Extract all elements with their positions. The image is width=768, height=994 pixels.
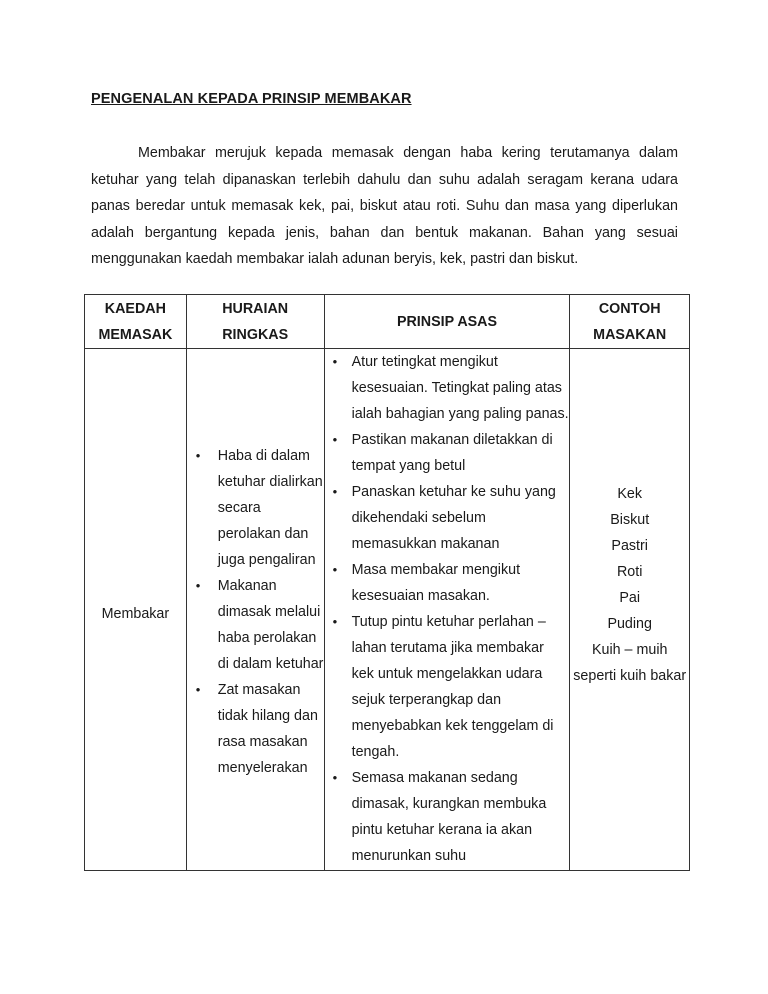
example-item: Puding [607, 615, 652, 632]
description-item: • Zat masakan tidak hilang dan rasa masakan menyelerakan [187, 677, 324, 781]
example-item: Kuih – muih seperti kuih bakar [573, 641, 687, 684]
intro-paragraph: Membakar merujuk kepada memasak dengan haba kering terutamanya dalam ketuhar yang telah dipanaskan terlebih dahulu dan suhu adalah seragam kerana udara panas beredar untuk memasak kek, pai, biskut atau roti. Suhu dan masa yang diperlukan adalah bergantung kepada jenis, bahan dan bentuk makanan. Bahan yang sesuai menggunakan kaedah membakar ialah adunan beryis, kek, pastri dan biskut. [91, 145, 678, 268]
table-row [85, 349, 690, 871]
principles-cell [324, 349, 570, 871]
description-item: • Haba di dalam ketuhar dialirkan secara perolakan dan juga pengaliran [187, 443, 324, 573]
examples-list [570, 481, 689, 689]
header-huraian-ringkas: HURAIAN RINGKAS [186, 295, 324, 349]
example-item: Pai [619, 589, 641, 606]
example-item: Kek [617, 485, 643, 502]
header-contoh-masakan: CONTOH MASAKAN [570, 295, 690, 349]
examples-cell [570, 349, 690, 871]
example-item: Biskut [610, 511, 650, 528]
principle-item: • Semasa makanan sedang dimasak, kurangkan membuka pintu ketuhar kerana ia akan menurunkan suhu [325, 765, 570, 869]
example-item: Pastri [611, 537, 648, 554]
principle-item: • Masa membakar mengikut kesesuaian masakan. [325, 557, 570, 609]
header-prinsip-asas: PRINSIP ASAS [324, 295, 570, 349]
example-item: Roti [616, 563, 643, 580]
baking-principles-table [84, 294, 690, 871]
description-cell [186, 349, 324, 871]
table-header-row [85, 295, 690, 349]
principle-item: • Tutup pintu ketuhar perlahan – lahan terutama jika membakar kek untuk mengelakkan udara sejuk terperangkap dan menyebabkan kek tenggelam di tengah. [325, 609, 570, 765]
principles-list [325, 349, 570, 869]
principle-item: • Atur tetingkat mengikut kesesuaian. Tetingkat paling atas ialah bahagian yang paling panas. [325, 349, 570, 427]
description-item: • Makanan dimasak melalui haba perolakan di dalam ketuhar [187, 573, 324, 677]
principle-item: • Pastikan makanan diletakkan di tempat yang betul [325, 427, 570, 479]
description-list [187, 443, 324, 781]
header-kaedah-memasak: KAEDAH MEMASAK [85, 295, 187, 349]
method-cell: Membakar [85, 349, 187, 871]
principle-item: • Panaskan ketuhar ke suhu yang dikehendaki sebelum memasukkan makanan [325, 479, 570, 557]
page-title: PENGENALAN KEPADA PRINSIP MEMBAKAR [91, 91, 412, 107]
